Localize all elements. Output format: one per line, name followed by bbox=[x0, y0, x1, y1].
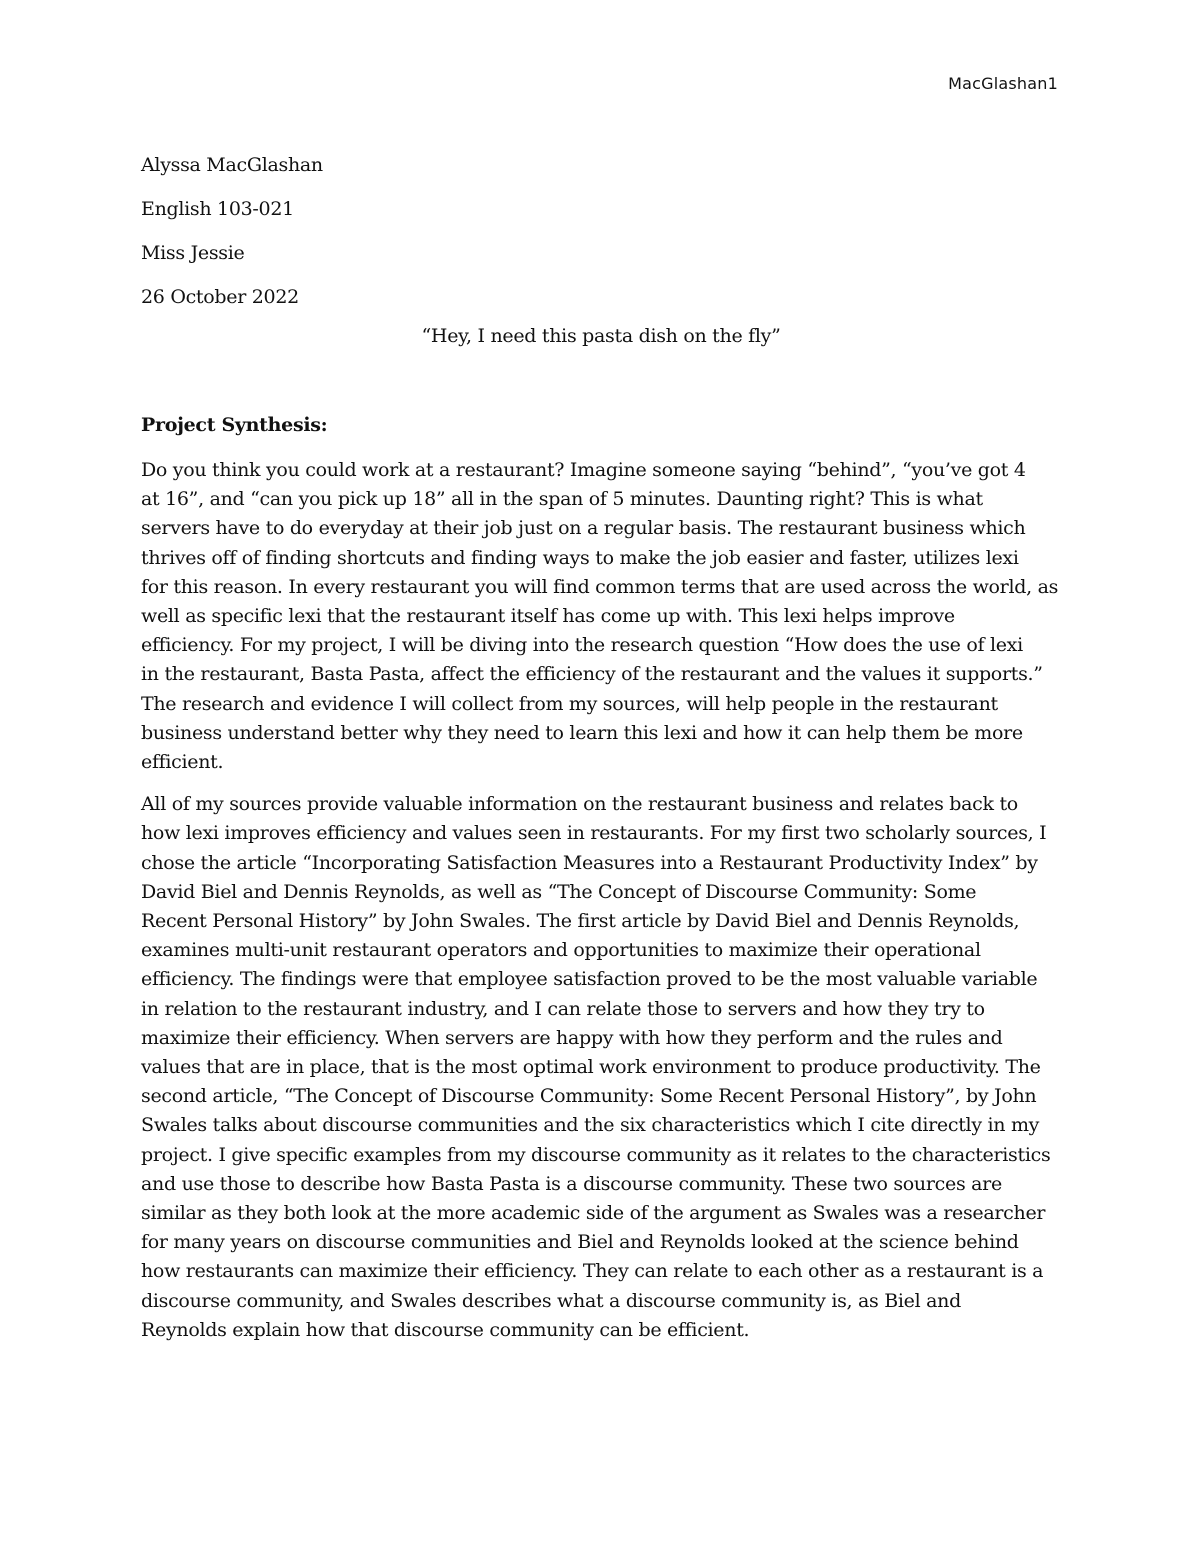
paragraph-line: maximize their efficiency. When servers are happy with how they perform and the rules and bbox=[141, 1026, 1003, 1049]
paragraph-line: efficiency. The findings were that employee satisfaction proved to be the most valuable variable bbox=[141, 968, 1038, 991]
paragraph-line: Reynolds explain how that discourse community can be efficient. bbox=[141, 1318, 750, 1341]
body-paragraph bbox=[141, 456, 1071, 777]
paragraph-line: The research and evidence I will collect from my sources, will help people in the restaurant bbox=[141, 692, 998, 715]
paragraph-line: thrives off of finding shortcuts and finding ways to make the job easier and faster, utilizes lexi bbox=[141, 546, 1019, 569]
paragraph-line: in relation to the restaurant industry, and I can relate those to servers and how they try to bbox=[141, 997, 985, 1020]
body-text bbox=[141, 456, 1071, 1358]
paragraph-line: efficient. bbox=[141, 751, 224, 774]
paragraph-line: similar as they both look at the more academic side of the argument as Swales was a researcher bbox=[141, 1202, 1046, 1225]
paragraph-line: servers have to do everyday at their job just on a regular basis. The restaurant business which bbox=[141, 517, 1026, 540]
paragraph-line: how lexi improves efficiency and values seen in restaurants. For my first two scholarly sources, I bbox=[141, 822, 1047, 845]
section-heading: Project Synthesis: bbox=[141, 414, 328, 436]
paragraph-line: and use those to describe how Basta Pasta is a discourse community. These two sources are bbox=[141, 1172, 1002, 1195]
mla-heading-block bbox=[141, 143, 1061, 319]
paragraph-line: All of my sources provide valuable information on the restaurant business and relates back to bbox=[141, 793, 1018, 816]
running-header: MacGlashan1 bbox=[948, 74, 1058, 93]
author-name: Alyssa MacGlashan bbox=[141, 154, 323, 176]
paragraph-line: chose the article “Incorporating Satisfaction Measures into a Restaurant Productivity Index” by bbox=[141, 851, 1038, 874]
paragraph-line: values that are in place, that is the most optimal work environment to produce productivity. The bbox=[141, 1056, 1041, 1079]
paragraph-line: Do you think you could work at a restaurant? Imagine someone saying “behind”, “you’ve got 4 bbox=[141, 459, 1026, 481]
paragraph-line: how restaurants can maximize their efficiency. They can relate to each other as a restaurant is a bbox=[141, 1260, 1044, 1283]
course-name: English 103-021 bbox=[141, 198, 294, 220]
paragraph-line: for this reason. In every restaurant you will find common terms that are used across the world, as bbox=[141, 575, 1059, 598]
body-paragraph bbox=[141, 790, 1071, 1345]
paragraph-line: well as specific lexi that the restaurant itself has come up with. This lexi helps improve bbox=[141, 605, 955, 628]
paragraph-line: David Biel and Dennis Reynolds, as well as “The Concept of Discourse Community: Some bbox=[141, 880, 977, 903]
paragraph-line: in the restaurant, Basta Pasta, affect the efficiency of the restaurant and the values it supports.” bbox=[141, 663, 1043, 686]
paragraph-line: project. I give specific examples from my discourse community as it relates to the characteristics bbox=[141, 1143, 1051, 1166]
paragraph-line: examines multi-unit restaurant operators and opportunities to maximize their operational bbox=[141, 939, 981, 962]
essay-title: “Hey, I need this pasta dish on the fly” bbox=[421, 325, 781, 347]
paragraph-line: Recent Personal History” by John Swales. The first article by David Biel and Dennis Reynolds, bbox=[141, 910, 1020, 933]
paragraph-line: business understand better why they need to learn this lexi and how it can help them be more bbox=[141, 721, 1023, 744]
paragraph-line: at 16”, and “can you pick up 18” all in the span of 5 minutes. Daunting right? This is what bbox=[141, 488, 983, 511]
paragraph-line: for many years on discourse communities and Biel and Reynolds looked at the science behind bbox=[141, 1231, 1019, 1254]
instructor-name: Miss Jessie bbox=[141, 242, 245, 264]
paragraph-line: Swales talks about discourse communities and the six characteristics which I cite directly in my bbox=[141, 1114, 1040, 1137]
paragraph-line: second article, “The Concept of Discourse Community: Some Recent Personal History”, by John bbox=[141, 1085, 1037, 1108]
document-date: 26 October 2022 bbox=[141, 286, 299, 308]
paragraph-line: efficiency. For my project, I will be diving into the research question “How does the use of lexi bbox=[141, 634, 1023, 657]
paragraph-line: discourse community, and Swales describes what a discourse community is, as Biel and bbox=[141, 1289, 961, 1312]
